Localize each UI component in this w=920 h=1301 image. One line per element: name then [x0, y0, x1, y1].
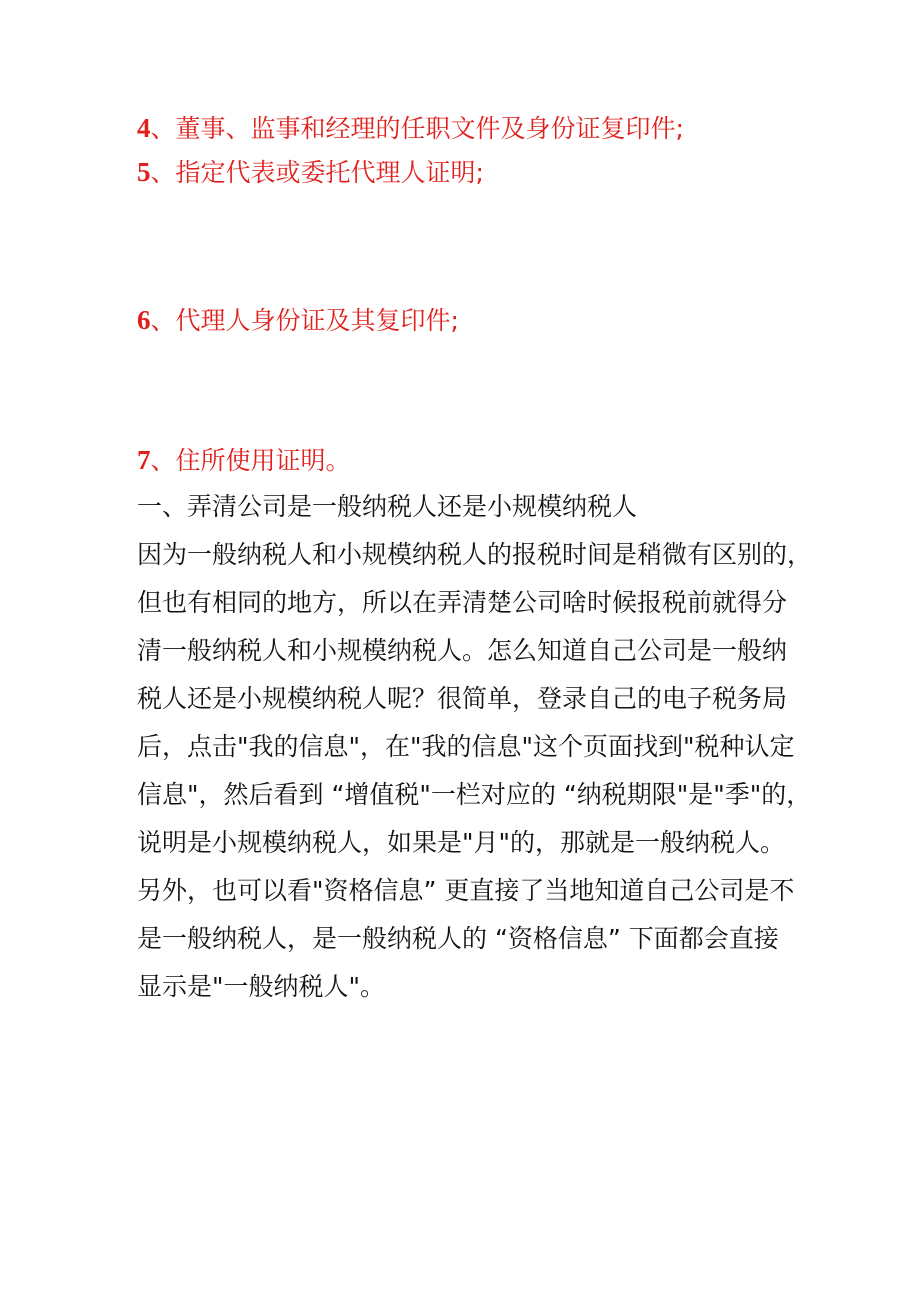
list-item-6	[137, 304, 459, 337]
paragraph-line: 是一般纳税人，是一般纳税人的 “资格信息” 下面都会直接	[137, 924, 779, 953]
paragraph-line: 显示是"一般纳税人"。	[137, 972, 385, 1001]
paragraph-line: 后，点击"我的信息"，在"我的信息"这个页面找到"税种认定	[137, 732, 795, 761]
list-item-text: 、住所使用证明。	[150, 446, 351, 475]
paragraph-line: 另外，也可以看"资格信息” 更直接了当地知道自己公司是不	[137, 876, 795, 905]
list-item-text: 、董事、监事和经理的任职文件及身份证复印件;	[150, 114, 684, 143]
list-item-text: 、指定代表或委托代理人证明;	[150, 158, 484, 187]
section-heading: 一、弄清公司是一般纳税人还是小规模纳税人	[137, 492, 638, 521]
list-item-number: 4	[137, 113, 151, 143]
paragraph-line: 税人还是小规模纳税人呢？很简单，登录自己的电子税务局	[137, 684, 788, 713]
list-item-number: 7	[137, 445, 151, 475]
list-item-number: 5	[137, 157, 151, 187]
list-item-7	[137, 444, 351, 477]
list-item-number: 6	[137, 305, 151, 335]
paragraph-line: 但也有相同的地方，所以在弄清楚公司啥时候报税前就得分	[137, 588, 788, 617]
paragraph-line: 清一般纳税人和小规模纳税人。怎么知道自己公司是一般纳	[137, 636, 788, 665]
list-item-5	[137, 156, 484, 189]
list-item-4	[137, 112, 684, 145]
paragraph-line: 说明是小规模纳税人，如果是"月"的，那就是一般纳税人。	[137, 828, 786, 857]
list-item-text: 、代理人身份证及其复印件;	[150, 306, 459, 335]
paragraph-line: 因为一般纳税人和小规模纳税人的报税时间是稍微有区别的，	[137, 540, 813, 569]
paragraph-line: 信息"，然后看到 “增值税"一栏对应的 “纳税期限"是"季"的，	[137, 780, 812, 809]
